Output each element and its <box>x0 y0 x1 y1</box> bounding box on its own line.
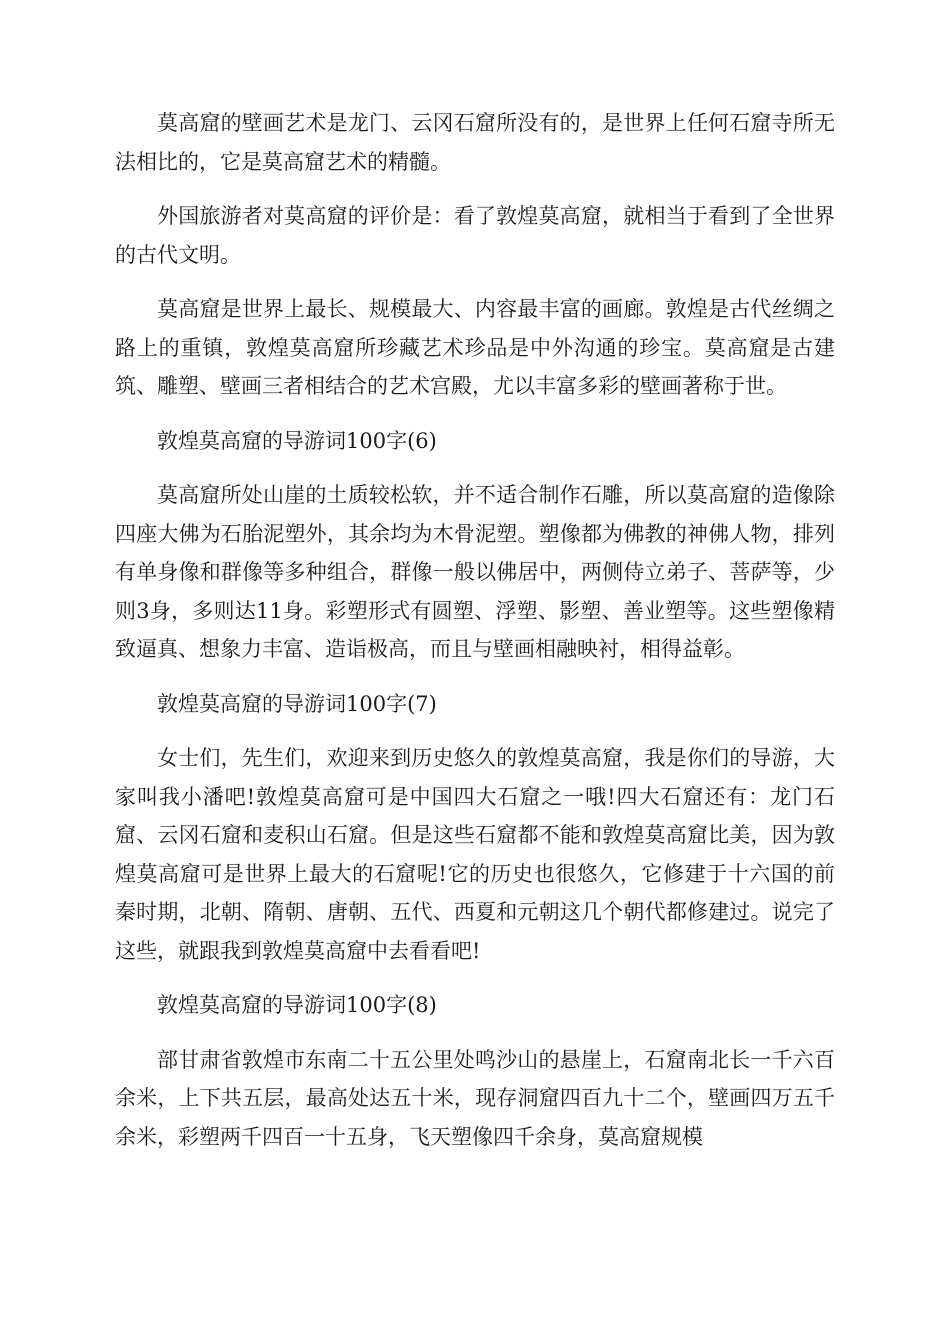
section-heading-7: 敦煌莫高窟的导游词100字(7) <box>157 691 437 716</box>
section-heading-6: 敦煌莫高窟的导游词100字(6) <box>157 428 437 453</box>
paragraph-sculptures: 莫高窟所处山崖的土质较松软，并不适合制作石雕，所以莫高窟的造像除四座大佛为石胎泥塑外，其余均为木骨泥塑。塑像都为佛教的神佛人物，排列有单身像和群像等多种组合，群像一般以佛居中，两侧侍立弟子、菩萨等，少则3身，多则达11身。彩塑形式有圆塑、浮塑、影塑、善业塑等。这些塑像精致逼真、想象力丰富、造诣极高，而且与壁画相融映衬，相得益彰。 <box>115 483 835 661</box>
paragraph-foreign-review: 外国旅游者对莫高窟的评价是：看了敦煌莫高窟，就相当于看到了全世界的古代文明。 <box>115 204 835 267</box>
document-body <box>115 104 835 1172</box>
paragraph-location: 部甘肃省敦煌市东南二十五公里处鸣沙山的悬崖上，石窟南北长一千六百余米，上下共五层，最高处达五十米，现存洞窟四百九十二个，壁画四万五千余米，彩塑两千四百一十五身，飞天塑像四千余身，莫高窟规模 <box>115 1047 835 1149</box>
section-heading-8: 敦煌莫高窟的导游词100字(8) <box>157 993 437 1017</box>
paragraph-mural-art: 莫高窟的壁画艺术是龙门、云冈石窟所没有的，是世界上任何石窟寺所无法相比的，它是莫高窟艺术的精髓。 <box>115 111 835 174</box>
paragraph-guide-welcome: 女士们，先生们，欢迎来到历史悠久的敦煌莫高窟，我是你们的导游，大家叫我小潘吧!敦煌莫高窟可是中国四大石窟之一哦!四大石窟还有：龙门石窟、云冈石窟和麦积山石窟。但是这些石窟都不能和敦煌莫高窟比美，因为敦煌莫高窟可是世界上最大的石窟呢!它的历史也很悠久，它修建于十六国的前秦时期，北朝、隋朝、唐朝、五代、西夏和元朝这几个朝代都修建过。说完了这些，就跟我到敦煌莫高窟中去看看吧! <box>115 746 835 963</box>
paragraph-gallery: 莫高窟是世界上最长、规模最大、内容最丰富的画廊。敦煌是古代丝绸之路上的重镇，敦煌莫高窟所珍藏艺术珍品是中外沟通的珍宝。莫高窟是古建筑、雕塑、壁画三者相结合的艺术宫殿，尤以丰富多彩的壁画著称于世。 <box>115 297 835 398</box>
